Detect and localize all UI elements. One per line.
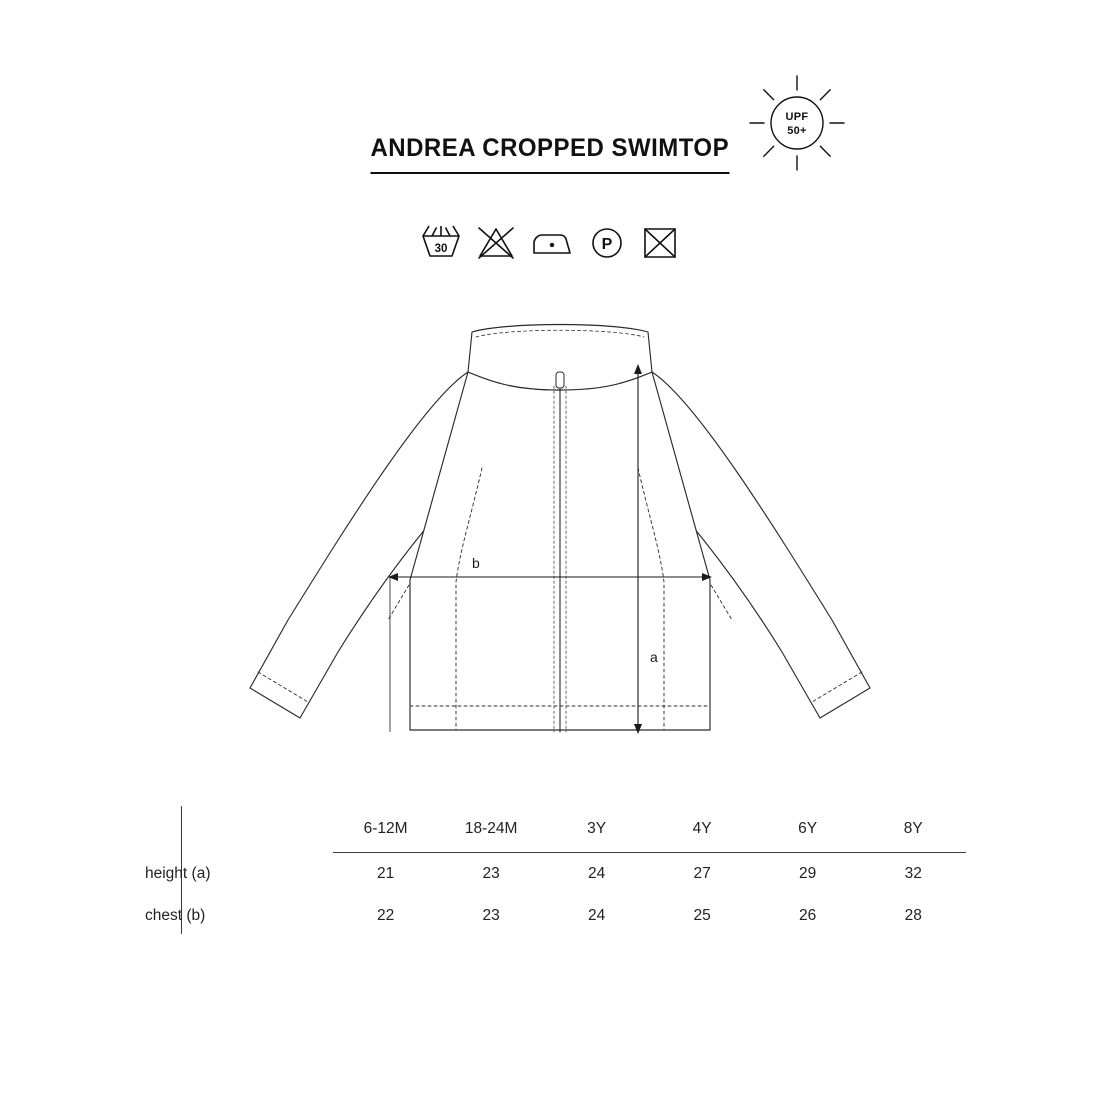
cell-height-2: 24 <box>588 865 606 882</box>
page-title: ANDREA CROPPED SWIMTOP <box>371 134 730 174</box>
table-row <box>136 853 966 896</box>
professional-clean-p-icon <box>587 222 627 262</box>
measure-a-label: a <box>650 649 658 665</box>
cell-height-3: 27 <box>693 865 711 882</box>
table-row <box>136 895 966 937</box>
do-not-bleach-icon <box>475 222 517 262</box>
cell-height-5: 32 <box>904 865 922 882</box>
cell-chest-4: 26 <box>799 907 817 924</box>
cell-chest-5: 28 <box>904 907 922 924</box>
size-chart-table <box>136 808 966 937</box>
table-corner-label <box>136 808 333 853</box>
upf-badge-line2: 50+ <box>787 125 807 137</box>
table-col-header-4: 6Y <box>755 808 861 853</box>
cell-height-0: 21 <box>376 865 395 882</box>
table-col-header-3: 4Y <box>649 808 755 853</box>
cell-chest-1: 23 <box>482 907 500 924</box>
table-col-header-5: 8Y <box>860 808 966 853</box>
svg-text:P: P <box>601 236 613 253</box>
cell-chest-0: 22 <box>376 907 395 924</box>
wash-30-icon <box>419 222 463 262</box>
upf-badge-line1: UPF <box>785 111 809 123</box>
cell-height-4: 29 <box>799 865 817 882</box>
cell-chest-3: 25 <box>693 907 711 924</box>
table-col-header-1: 18-24M <box>438 808 544 853</box>
table-col-header-0: 6-12M <box>333 808 439 853</box>
row-label-chest: chest (b) <box>145 907 206 924</box>
iron-low-icon <box>529 222 575 262</box>
page-title-wrap <box>0 134 1100 174</box>
measure-b-label: b <box>472 555 480 571</box>
cell-chest-2: 24 <box>588 907 606 924</box>
care-symbols-row <box>0 222 1100 262</box>
svg-text:30: 30 <box>434 243 448 255</box>
cell-height-1: 23 <box>482 865 500 882</box>
garment-technical-drawing <box>210 320 910 790</box>
do-not-tumble-dry-icon <box>639 222 681 262</box>
row-label-height: height (a) <box>145 864 211 882</box>
table-col-header-2: 3Y <box>544 808 650 853</box>
table-header-row <box>136 808 966 853</box>
